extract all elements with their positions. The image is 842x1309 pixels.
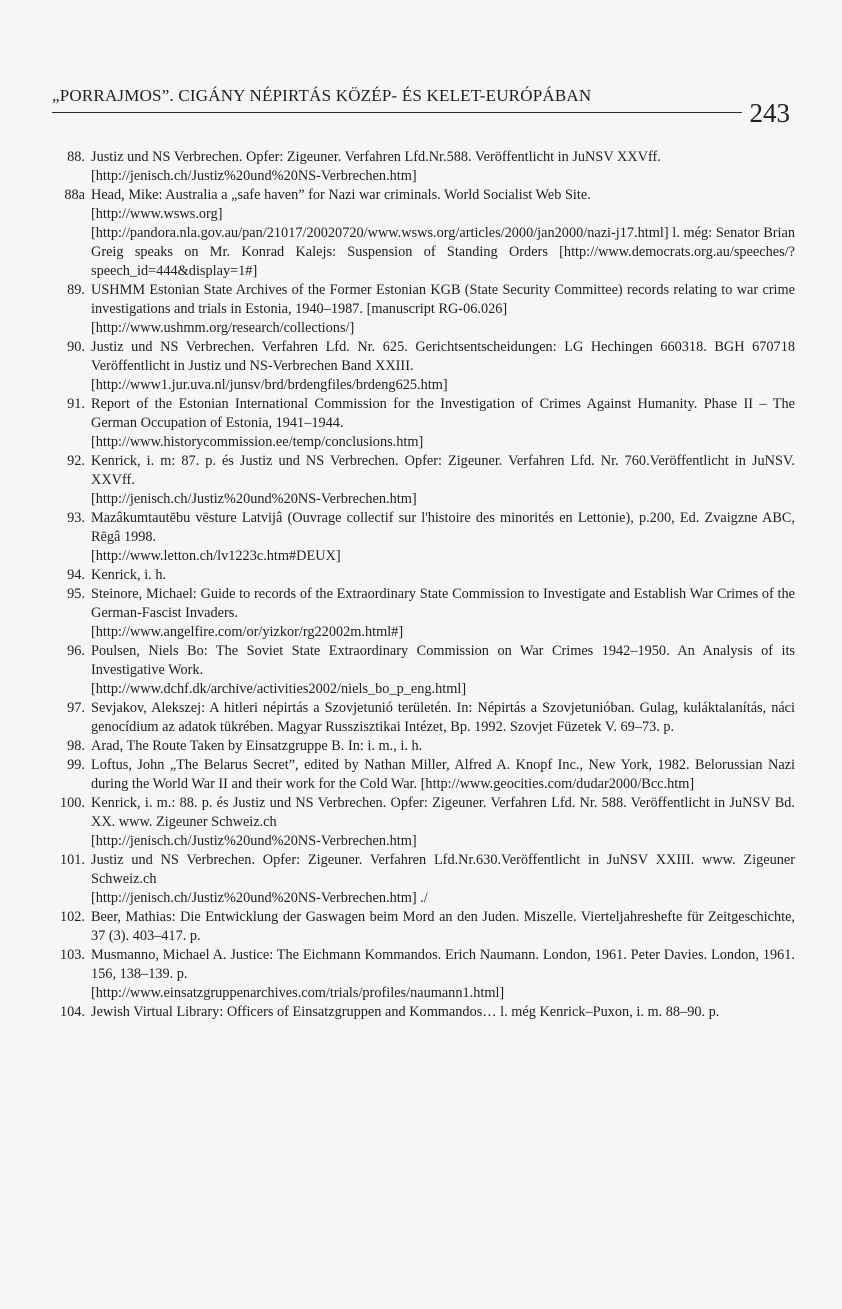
endnote-text [91, 509, 795, 566]
endnote [57, 756, 795, 794]
endnote [57, 186, 795, 281]
endnote [57, 699, 795, 737]
endnote-line: Report of the Estonian International Commission for the Investigation of Crimes Against Humanity. Phase II – The German Occupation of Estonia, 1941–1944. [91, 396, 795, 431]
endnote-number: 101. [59, 852, 85, 868]
endnote-number: 96. [67, 643, 85, 659]
endnote-number: 97. [67, 700, 85, 716]
endnote-line: Kenrick, i. h. [91, 567, 167, 583]
endnote-line: [http://jenisch.ch/Justiz%20und%20NS-Verbrechen.htm] [91, 168, 417, 184]
header-rule [52, 112, 742, 113]
endnote [57, 794, 795, 851]
endnote-line: Loftus, John „The Belarus Secret”, edited by Nathan Miller, Alfred A. Knopf Inc., New York, 1982. Belorussian Nazi during the World War II and their work for the Cold War. [http://www.geocities.com/dudar2000/Bcc.htm] [91, 757, 795, 792]
endnote-number: 91. [67, 396, 85, 412]
endnote [57, 585, 795, 642]
endnote [57, 908, 795, 946]
endnote-text [91, 756, 795, 794]
endnote-line: Arad, The Route Taken by Einsatzgruppe B. In: i. m., i. h. [91, 738, 423, 754]
endnote-text [91, 699, 795, 737]
page-number: 243 [749, 98, 790, 128]
endnote-number: 103. [59, 947, 85, 963]
endnote-line: Justiz und NS Verbrechen. Opfer: Zigeuner. Verfahren Lfd.Nr.630.Veröffentlicht in JuNSV XXIII. www. Zigeuner Schweiz.ch [91, 852, 795, 887]
endnotes-list [57, 148, 795, 1022]
endnote-number: 94. [67, 567, 85, 583]
endnote-text [91, 148, 795, 186]
endnote-text [91, 642, 795, 699]
endnote-line: [http://jenisch.ch/Justiz%20und%20NS-Verbrechen.htm] [91, 491, 417, 507]
endnote-line: Mazâkumtautēbu vēsture Latvijâ (Ouvrage collectif sur l'histoire des minorités en Lettonie), p.200, Ed. Zvaigzne ABC, Rēgâ 1998. [91, 510, 795, 545]
endnote-number: 89. [67, 282, 85, 298]
endnote [57, 281, 795, 338]
endnote-text [91, 452, 795, 509]
endnote-number: 92. [67, 453, 85, 469]
endnote-text [91, 585, 795, 642]
endnote-line: [http://www1.jur.uva.nl/junsv/brd/brdengfiles/brdeng625.htm] [91, 377, 448, 393]
endnote-line: [http://pandora.nla.gov.au/pan/21017/20020720/www.wsws.org/articles/2000/jan2000/nazi-j17.html] l. még: Senator Brian Greig speaks on Mr. Konrad Kalejs: Suspension of Standing Orders [http://www.democrats.org.au/speeches/?speech_id=444&display=1#] [91, 225, 795, 279]
endnote-line: [http://www.dchf.dk/archive/activities2002/niels_bo_p_eng.html] [91, 681, 467, 697]
endnote [57, 148, 795, 186]
endnote-text [91, 338, 795, 395]
endnote-line: [http://www.wsws.org] [91, 206, 223, 222]
endnote-line: Jewish Virtual Library: Officers of Einsatzgruppen and Kommandos… l. még Kenrick–Puxon, i. m. 88–90. p. [91, 1004, 720, 1020]
endnote-line: Poulsen, Niels Bo: The Soviet State Extraordinary Commission on War Crimes 1942–1950. An Analysis of its Investigative Work. [91, 643, 795, 678]
endnote-number: 102. [59, 909, 85, 925]
running-head: „PORRAJMOS”. CIGÁNY NÉPIRTÁS KÖZÉP- ÉS KELET-EURÓPÁBAN [52, 86, 592, 105]
endnote-text [91, 794, 795, 851]
endnote [57, 946, 795, 1003]
endnote-number: 100. [59, 795, 85, 811]
endnote-number: 88. [67, 149, 85, 165]
endnote-line: Musmanno, Michael A. Justice: The Eichmann Kommandos. Erich Naumann. London, 1961. Peter Davies. London, 1961. 156, 138–139. p. [91, 947, 795, 982]
endnote-text [91, 395, 795, 452]
endnote-text [91, 851, 795, 908]
endnote-line: [http://jenisch.ch/Justiz%20und%20NS-Verbrechen.htm] [91, 833, 417, 849]
endnote-text [91, 566, 795, 585]
endnote-line: [http://jenisch.ch/Justiz%20und%20NS-Verbrechen.htm] ./ [91, 890, 428, 906]
endnote-line: Beer, Mathias: Die Entwicklung der Gaswagen beim Mord an den Juden. Miszelle. Vierteljahreshefte für Zeitgeschichte, 37 (3). 403–417. p. [91, 909, 795, 944]
endnote-number: 104. [59, 1004, 85, 1020]
endnote-line: Kenrick, i. m.: 88. p. és Justiz und NS Verbrechen. Opfer: Zigeuner. Verfahren Lfd. Nr. 588. Veröffentlicht in JuNSV Bd. XX. www. Zigeuner Schweiz.ch [91, 795, 795, 830]
endnote [57, 851, 795, 908]
endnote-number: 93. [67, 510, 85, 526]
endnote [57, 737, 795, 756]
endnote-line: USHMM Estonian State Archives of the Former Estonian KGB (State Security Committee) records relating to war crime investigations and trials in Estonia, 1940–1987. [manuscript RG-06.026] [91, 282, 795, 317]
endnote-number: 90. [67, 339, 85, 355]
endnote-text [91, 946, 795, 1003]
endnote-number: 95. [67, 586, 85, 602]
endnote-line: Sevjakov, Alekszej: A hitleri népirtás a Szovjetunió területén. In: Népirtás a Szovjetunióban. Gulag, kuláktalanítás, náci genocídium az adatok tükrében. Magyar Russzisztikai Intézet, Bp. 1992. Szovjet Füzetek V. 69–73. p. [91, 700, 795, 735]
endnote-text [91, 186, 795, 281]
endnote-number: 98. [67, 738, 85, 754]
endnote [57, 566, 795, 585]
endnote-text [91, 908, 795, 946]
endnote-line: [http://www.letton.ch/lv1223c.htm#DEUX] [91, 548, 341, 564]
endnote-line: [http://www.einsatzgruppenarchives.com/trials/profiles/naumann1.html] [91, 985, 505, 1001]
endnote-number: 88a [64, 187, 85, 203]
endnote [57, 452, 795, 509]
endnote-line: Justiz und NS Verbrechen. Verfahren Lfd. Nr. 625. Gerichtsentscheidungen: LG Hechingen 660318. BGH 670718 Veröffentlicht in Justiz und NS-Verbrechen Band XXIII. [91, 339, 795, 374]
endnote-line: Justiz und NS Verbrechen. Opfer: Zigeuner. Verfahren Lfd.Nr.588. Veröffentlicht in JuNSV XXVff. [91, 149, 661, 165]
endnote-line: [http://www.ushmm.org/research/collections/] [91, 320, 355, 336]
endnote [57, 395, 795, 452]
endnote-number: 99. [67, 757, 85, 773]
endnote [57, 509, 795, 566]
endnote-text [91, 1003, 795, 1022]
endnote-text [91, 737, 795, 756]
endnote-line: Head, Mike: Australia a „safe haven” for Nazi war criminals. World Socialist Web Site. [91, 187, 591, 203]
endnote-line: [http://www.historycommission.ee/temp/conclusions.htm] [91, 434, 424, 450]
endnote-line: Kenrick, i. m: 87. p. és Justiz und NS Verbrechen. Opfer: Zigeuner. Verfahren Lfd. Nr. 760.Veröffentlicht in JuNSV. XXVff. [91, 453, 795, 488]
endnote [57, 338, 795, 395]
endnote-text [91, 281, 795, 338]
endnote-line: [http://www.angelfire.com/or/yizkor/rg22002m.html#] [91, 624, 404, 640]
endnote [57, 642, 795, 699]
endnote [57, 1003, 795, 1022]
endnote-line: Steinore, Michael: Guide to records of the Extraordinary State Commission to Investigate and Establish War Crimes of the German-Fascist Invaders. [91, 586, 795, 621]
